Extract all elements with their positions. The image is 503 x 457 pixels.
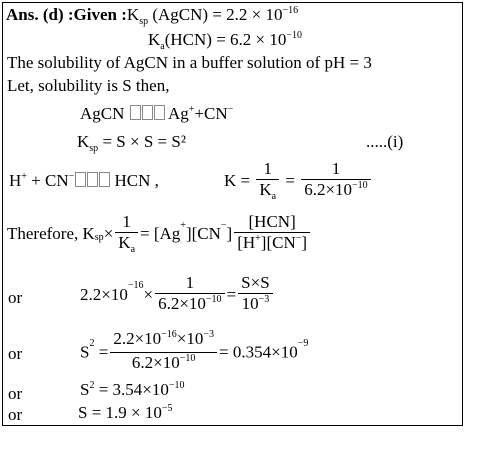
rhs-exp: −9	[297, 337, 309, 349]
times-2: ×	[143, 285, 154, 304]
comp-den: $6.2\times 10^{-10}$	[131, 353, 196, 372]
equation-tag: .....(i)	[366, 132, 404, 151]
close-bracket: ]	[226, 224, 233, 243]
dissociation-equation	[80, 105, 233, 126]
final-exp: −5	[161, 403, 173, 414]
ksp-symbol: K	[126, 5, 140, 24]
s-squared-equation	[80, 330, 308, 375]
given-ka-line	[148, 31, 302, 52]
or-label-1: or	[8, 288, 23, 307]
ag-text: Ag	[167, 104, 189, 123]
frac-num-1b: 1	[301, 160, 370, 180]
fraction-1-over-ka-2	[115, 213, 138, 255]
hcn-num: [HCN]	[234, 213, 310, 233]
ag-charge: +	[188, 104, 195, 115]
s2-exp: −10	[168, 380, 185, 391]
rhs-value: = 0.354×10	[219, 342, 298, 362]
hcn-text: HCN ,	[114, 171, 159, 190]
ka-symbol: K	[148, 30, 161, 49]
ksp-sp: sp	[89, 143, 99, 154]
h-charge: +	[21, 171, 27, 182]
given-ksp-line	[6, 6, 298, 27]
ksp-expression	[77, 133, 186, 154]
therefore-label: Therefore, K	[7, 224, 95, 243]
answer-label: Ans. (d)	[6, 5, 64, 24]
hcn-den: [H+][CN−]	[237, 233, 308, 252]
equals-3: =	[98, 342, 109, 362]
frac-num: 1	[115, 213, 138, 233]
fraction-1-over-6	[155, 274, 224, 316]
h-text: H	[9, 171, 22, 190]
ksp-subscript: sp	[139, 16, 149, 27]
den-10: $10^{-3}$	[241, 294, 270, 313]
or-label-4: or	[8, 405, 23, 424]
hcn-equation	[9, 172, 159, 193]
text-line-1: The solubility of AgCN in a buffer solution of pH = 3	[7, 53, 372, 72]
agcn-text: AgCN	[80, 104, 125, 123]
or-label-3: or	[8, 384, 23, 403]
ksp-k: K	[77, 132, 90, 151]
den-6: $6.2\times 10^{-10}$	[158, 294, 222, 313]
substitution-equation	[80, 274, 275, 316]
therefore-sp: sp	[94, 232, 104, 243]
cn-text: +CN	[194, 104, 228, 123]
s-symbol-2: S	[80, 380, 90, 399]
s-square-2: 2	[89, 380, 95, 391]
frac-den-value: $6.2\times 10^{-10}$	[304, 180, 368, 199]
given-label: :Given :	[67, 5, 127, 24]
s-symbol: S	[80, 342, 90, 362]
s-squared-result	[80, 381, 185, 402]
fraction-1-over-value	[301, 160, 370, 202]
ksp-equals-s2: = S × S = S²	[102, 132, 186, 151]
lhs-exp: −16	[127, 280, 144, 291]
lhs-value: 2.2×10	[80, 285, 128, 304]
fraction-1-over-ka	[256, 160, 279, 202]
ag-bracket: = [Ag	[140, 224, 181, 243]
therefore-equation	[7, 213, 312, 255]
times-sign: ×	[103, 224, 114, 243]
equilibrium-arrow-icon-2	[74, 172, 110, 190]
or-label-2: or	[8, 344, 23, 363]
final-answer	[78, 404, 173, 425]
frac-num-1: 1	[256, 160, 279, 180]
fraction-computation	[110, 330, 217, 375]
k-equals: K =	[224, 171, 251, 190]
cn-text-2: + CN	[31, 171, 69, 190]
ksp-exponent: −16	[282, 5, 299, 16]
cn-charge: −	[227, 104, 234, 115]
ka-subscript: a	[160, 41, 165, 52]
fraction-sxs	[238, 274, 273, 316]
ag-plus: +	[180, 220, 186, 231]
cn-minus: −	[220, 220, 227, 231]
equals-2: =	[226, 285, 237, 304]
s2-value: = 3.54×10	[98, 380, 169, 399]
frac-den: $K_a$	[118, 233, 136, 255]
s-square: 2	[89, 337, 95, 349]
num-1: 1	[155, 274, 224, 294]
ka-exponent: −10	[286, 30, 303, 41]
num-sxs: S×S	[238, 274, 273, 294]
final-value: S = 1.9 × 10	[78, 403, 162, 422]
equals-sign: =	[285, 171, 295, 190]
k-expression	[224, 160, 373, 202]
fraction-hcn	[234, 213, 310, 255]
equilibrium-arrow-icon	[129, 105, 165, 123]
frac-den-ka: $K_a$	[259, 180, 277, 202]
ka-value: (HCN) = 6.2 × 10	[164, 30, 287, 49]
comp-num: $2.2\times 10^{-16}\times 10^{-3}$	[110, 330, 217, 353]
cn-bracket: ][CN	[185, 224, 221, 243]
text-line-2: Let, solubility is S then,	[7, 76, 170, 95]
ksp-value: (AgCN) = 2.2 × 10	[152, 5, 283, 24]
cn-charge-2: −	[68, 171, 75, 182]
